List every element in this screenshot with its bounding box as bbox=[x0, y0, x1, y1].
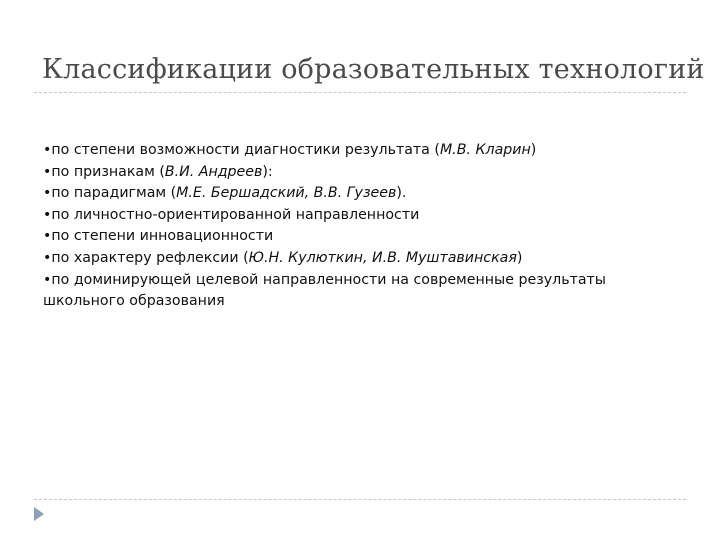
list-item bbox=[43, 270, 683, 313]
list-item-author: Ю.Н. Кулюткин, И.В. Муштавинская bbox=[248, 249, 517, 266]
list-item-text: •по признакам ( bbox=[43, 163, 165, 180]
list-item-text-end: ) bbox=[516, 249, 523, 266]
list-item bbox=[43, 205, 683, 227]
list-item bbox=[43, 248, 683, 270]
list-item bbox=[43, 140, 683, 162]
slide-title: Классификации образовательных технологий bbox=[42, 54, 705, 85]
list-item-text: •по личностно-ориентированной направленности bbox=[43, 206, 420, 223]
list-item bbox=[43, 226, 683, 248]
list-item-author: М.Е. Бершадский, В.В. Гузеев bbox=[176, 185, 397, 202]
title-divider bbox=[34, 92, 686, 93]
list-item-text-end: ). bbox=[396, 185, 407, 202]
list-item-author: М.В. Кларин bbox=[439, 142, 531, 158]
next-slide-arrow-icon[interactable] bbox=[34, 507, 44, 521]
list-item-text: •по доминирующей целевой направленности на современные результаты школьного образования bbox=[43, 271, 607, 310]
list-item-text: •по характеру рефлексии ( bbox=[43, 249, 249, 266]
classification-list bbox=[43, 140, 683, 313]
list-item-author: В.И. Андреев bbox=[164, 163, 263, 180]
list-item-text-end: ) bbox=[530, 142, 537, 158]
footer-divider bbox=[34, 499, 686, 500]
list-item-text: •по степени инновационности bbox=[43, 228, 274, 245]
list-item-text-end: ): bbox=[262, 163, 273, 180]
list-item bbox=[43, 162, 683, 184]
list-item bbox=[43, 183, 683, 205]
list-item-text: •по парадигмам ( bbox=[43, 185, 177, 202]
list-item-text: •по степени возможности диагностики результата ( bbox=[43, 142, 440, 158]
